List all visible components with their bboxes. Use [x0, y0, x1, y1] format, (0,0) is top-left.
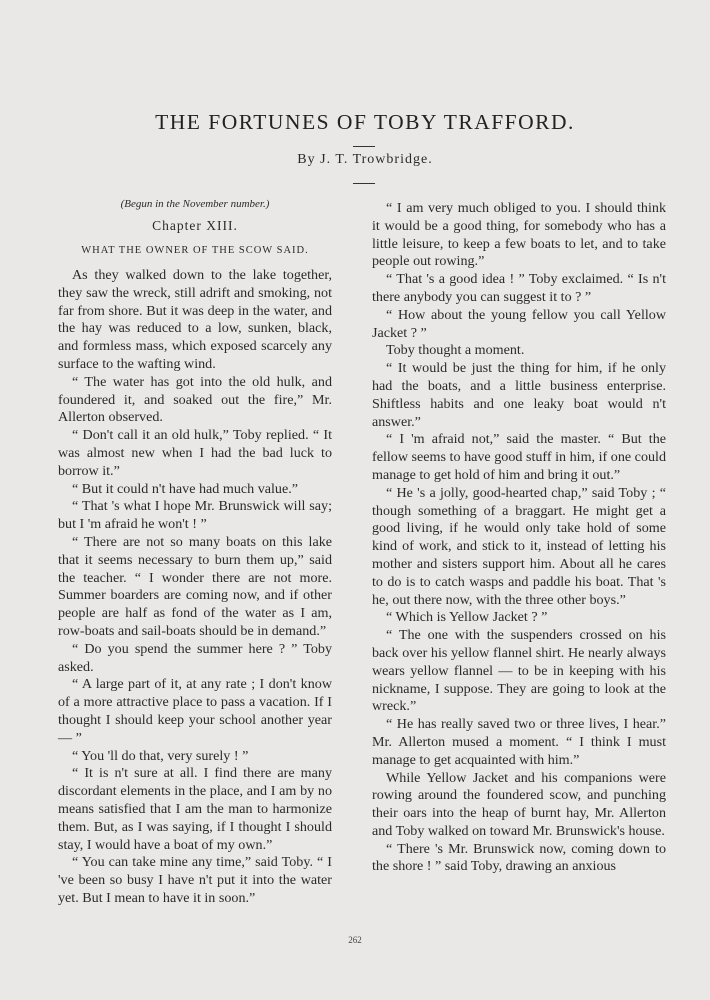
paragraph: “ The water has got into the old hulk, and foundered it, and soaked out the fire,” Mr. Allerton observed.: [58, 373, 332, 426]
paragraph: “ He 's a jolly, good-hearted chap,” said Toby ; “ though something of a braggart. He might get a good living, if he would only take hold of some kind of work, and stick to it, instead of letting his mother and sisters support him. About all he cares to do is to catch wasps and paddle his boat. That 's he, out there now, with the three other boys.”: [372, 484, 666, 608]
paragraph: “ Which is Yellow Jacket ? ”: [386, 609, 548, 626]
paragraph: As they walked down to the lake together, they saw the wreck, still adrift and smoking, not far from shore. But it was deep in the water, and the hay was reduced to a low, sunken, black, and formless mass, which exposed scarcely any surface to the wafting wind.: [58, 267, 332, 372]
paragraph: “ The one with the suspenders crossed on his back over his yellow flannel shirt. He nearly always wears yellow flannel — to be in keeping with his nickname, I suppose. They are going to look at the wreck.”: [372, 627, 666, 715]
paragraph: “ That 's what I hope Mr. Brunswick will say; but I 'm afraid he won't ! ”: [58, 498, 332, 533]
paragraph: “ There 's Mr. Brunswick now, coming down to the shore ! ” said Toby, drawing an anxious: [372, 840, 666, 875]
paragraph: “ How about the young fellow you call Yellow Jacket ? ”: [372, 306, 666, 341]
left-column: [58, 267, 332, 908]
page-number: 262: [348, 935, 362, 945]
paragraph: “ It would be just the thing for him, if he only had the boats, and a little business enterprise. Shiftless habits and one leaky boat would n't answer.”: [372, 360, 666, 430]
paragraph: “ But it could n't have had much value.”: [72, 480, 299, 497]
paragraph: “ You can take mine any time,” said Toby. “ I 've been so busy I have n't put it into the water yet. But I mean to have it in soon.”: [58, 854, 332, 906]
chapter-heading: Chapter XIII.: [152, 218, 238, 233]
paragraph: “ I 'm afraid not,” said the master. “ But the fellow seems to have good stuff in him, if one could manage to get hold of him and bring it out.”: [372, 431, 666, 483]
author-byline: By J. T. Trowbridge.: [297, 152, 433, 167]
paragraph: While Yellow Jacket and his companions were rowing around the foundered scow, and punching their oars into the heap of burnt hay, Mr. Allerton and Toby walked on toward Mr. Brunswick's house.: [372, 769, 666, 839]
paragraph: “ Don't call it an old hulk,” Toby replied. “ It was almost new when I had the bad luck to borrow it.”: [58, 427, 332, 479]
paragraph: “ That 's a good idea ! ” Toby exclaimed. “ Is n't there anybody you can suggest it to ? ”: [372, 271, 666, 305]
paragraph: “ He has really saved two or three lives, I hear.” Mr. Allerton mused a moment. “ I think I must manage to get acquainted with him.”: [372, 716, 666, 768]
title-rule: [353, 146, 375, 147]
chapter-subheading: WHAT THE OWNER OF THE SCOW SAID.: [81, 245, 309, 256]
begun-note: (Begun in the November number.): [120, 198, 270, 210]
right-column: [372, 200, 666, 876]
paragraph: “ You 'll do that, very surely ! ”: [72, 747, 249, 764]
article-title: THE FORTUNES OF TOBY TRAFFORD.: [155, 110, 575, 134]
paragraph: Toby thought a moment.: [386, 342, 525, 359]
byline-rule: [353, 183, 375, 184]
paragraph: “ Do you spend the summer here ? ” Toby asked.: [58, 640, 332, 675]
paragraph: “ There are not so many boats on this lake that it seems necessary to burn them up,” said the teacher. “ I wonder there are not more. Summer boarders are coming now, and if other people are half as fond of the water as I am, row-boats and sail-boats should be in demand.”: [58, 533, 332, 639]
paragraph: “ It is n't sure at all. I find there are many discordant elements in the place, and I am by no means satisfied that I am the man to harmonize them. But, as I was saying, if I thought I should stay, I would have a boat of my own.”: [58, 765, 332, 853]
paragraph: “ I am very much obliged to you. I should think it would be a good thing, for somebody who has a little leisure, to keep a few boats to let, and to take people out rowing.”: [372, 200, 666, 270]
paragraph: “ A large part of it, at any rate ; I don't know of a more attractive place to pass a vacation. If I thought I should keep your school another year — ”: [58, 676, 332, 746]
